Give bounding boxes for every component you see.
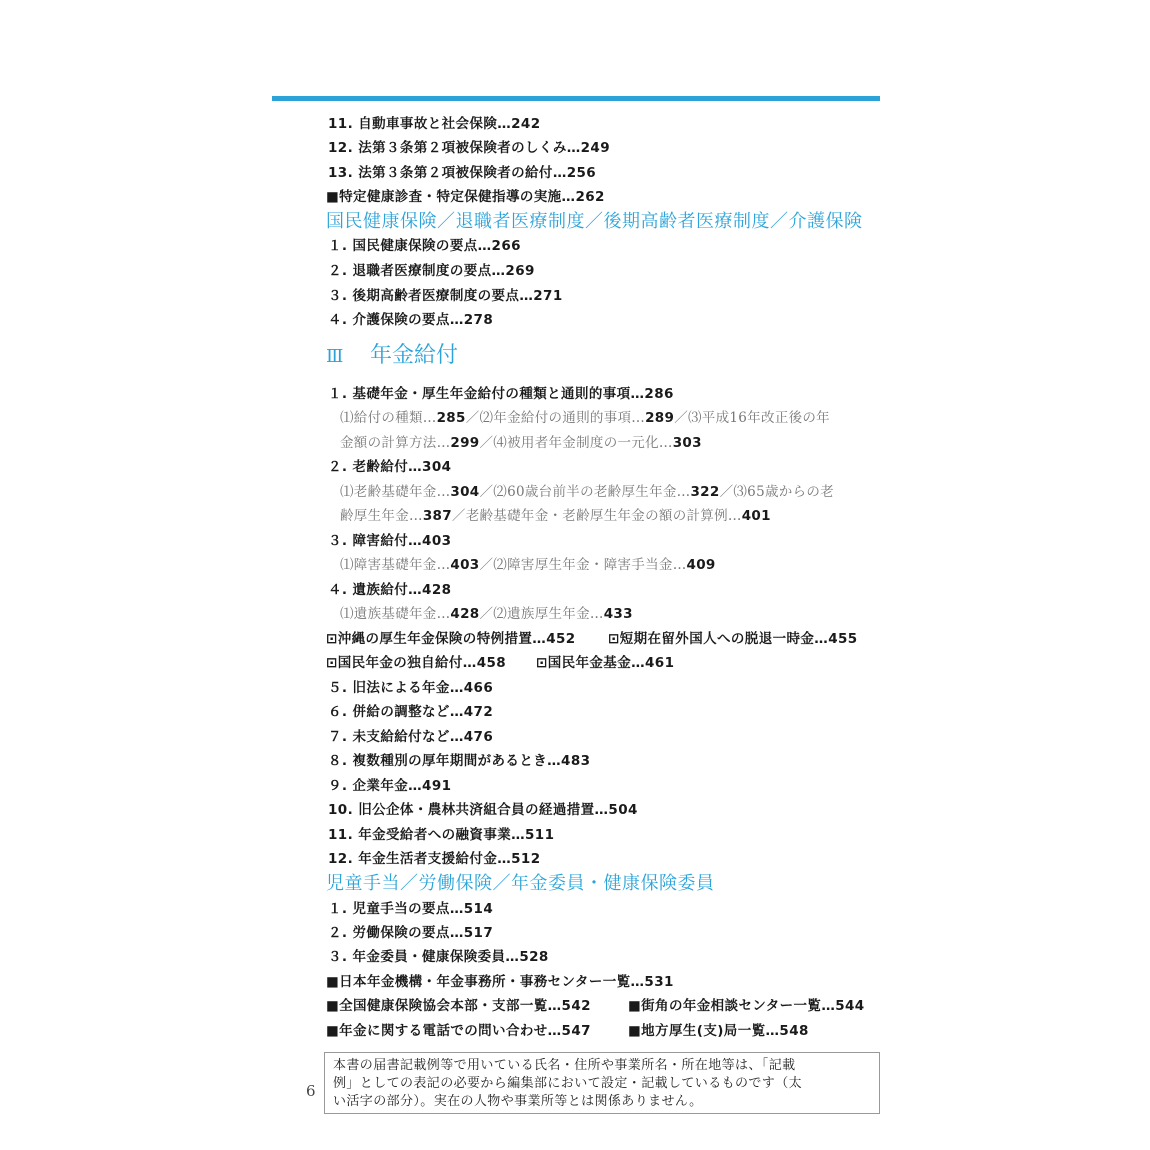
toc-entry: １. 基礎年金・厚生年金給付の種類と通則的事項…286 bbox=[328, 386, 674, 402]
toc-entry: ２. 退職者医療制度の要点…269 bbox=[328, 263, 535, 279]
toc-reference: ⊡国民年金基金…461 bbox=[536, 655, 675, 671]
toc-subentry: 齢厚生年金…387／老齢基礎年金・老齢厚生年金の額の計算例…401 bbox=[340, 508, 771, 524]
chapter-title bbox=[326, 342, 458, 371]
disclaimer-box bbox=[324, 1052, 880, 1114]
toc-entry: ８. 複数種別の厚年期間があるとき…483 bbox=[328, 753, 591, 769]
toc-entry: ２. 老齢給付…304 bbox=[328, 459, 452, 475]
toc-entry: 10. 旧公企体・農林共済組合員の経過措置…504 bbox=[328, 802, 638, 818]
toc-reference: ⊡国民年金の独自給付…458 bbox=[326, 655, 507, 671]
chapter-number: Ⅲ bbox=[326, 346, 344, 367]
toc-entry: ■全国健康保険協会本部・支部一覧…542 bbox=[326, 998, 591, 1014]
toc-entry: ７. 未支給給付など…476 bbox=[328, 729, 494, 745]
toc-subentry: ⑴障害基礎年金…403／⑵障害厚生年金・障害手当金…409 bbox=[340, 557, 716, 573]
toc-reference: ⊡沖縄の厚生年金保険の特例措置…452 bbox=[326, 631, 576, 647]
toc-entry: ■特定健康診査・特定保健指導の実施…262 bbox=[326, 189, 605, 205]
toc-entry: ■地方厚生(支)局一覧…548 bbox=[628, 1023, 809, 1039]
toc-entry: ５. 旧法による年金…466 bbox=[328, 680, 494, 696]
toc-entry: ９. 企業年金…491 bbox=[328, 778, 452, 794]
chapter-name: 年金給付 bbox=[370, 343, 459, 368]
toc-entry: 12. 年金生活者支援給付金…512 bbox=[328, 851, 541, 867]
toc-entry: 12. 法第３条第２項被保険者のしくみ…249 bbox=[328, 140, 610, 156]
toc-subentry: ⑴給付の種類…285／⑵年金給付の通則的事項…289／⑶平成16年改正後の年 bbox=[340, 410, 830, 426]
toc-entry: ４. 介護保険の要点…278 bbox=[328, 312, 494, 328]
toc-entry: ２. 労働保険の要点…517 bbox=[328, 925, 494, 941]
toc-subentry: 金額の計算方法…299／⑷被用者年金制度の一元化…303 bbox=[340, 435, 702, 451]
section-heading: 児童手当／労働保険／年金委員・健康保険委員 bbox=[326, 873, 715, 894]
toc-entry: ■街角の年金相談センター一覧…544 bbox=[628, 998, 865, 1014]
toc-entry: 11. 年金受給者への融資事業…511 bbox=[328, 827, 555, 843]
toc-entry: ３. 後期高齢者医療制度の要点…271 bbox=[328, 288, 563, 304]
toc-entry: ■日本年金機構・年金事務所・事務センター一覧…531 bbox=[326, 974, 674, 990]
toc-entry: ３. 年金委員・健康保険委員…528 bbox=[328, 949, 549, 965]
toc-entry: 13. 法第３条第２項被保険者の給付…256 bbox=[328, 165, 597, 181]
toc-entry: １. 児童手当の要点…514 bbox=[328, 901, 494, 917]
page-number: 6 bbox=[306, 1082, 316, 1100]
disclaimer-line: 本書の届書記載例等で用いている氏名・住所や事業所名・所在地等は、「記載 bbox=[333, 1058, 796, 1073]
toc-entry: １. 国民健康保険の要点…266 bbox=[328, 238, 521, 254]
toc-entry: ６. 併給の調整など…472 bbox=[328, 704, 494, 720]
disclaimer-line: い活字の部分）。実在の人物や事業所等とは関係ありません。 bbox=[333, 1094, 703, 1109]
toc-entry: ■年金に関する電話での問い合わせ…547 bbox=[326, 1023, 591, 1039]
section-heading: 国民健康保険／退職者医療制度／後期高齢者医療制度／介護保険 bbox=[326, 211, 863, 232]
toc-subentry: ⑴遺族基礎年金…428／⑵遺族厚生年金…433 bbox=[340, 606, 633, 622]
toc-entry: 11. 自動車事故と社会保険…242 bbox=[328, 116, 541, 132]
top-accent-rule bbox=[272, 96, 880, 101]
toc-reference: ⊡短期在留外国人への脱退一時金…455 bbox=[608, 631, 858, 647]
toc-entry: ３. 障害給付…403 bbox=[328, 533, 452, 549]
toc-entry: ４. 遺族給付…428 bbox=[328, 582, 452, 598]
toc-subentry: ⑴老齢基礎年金…304／⑵60歳台前半の老齢厚生年金…322／⑶65歳からの老 bbox=[340, 484, 834, 500]
disclaimer-line: 例」としての表記の必要から編集部において設定・記載しているものです（太 bbox=[333, 1076, 803, 1091]
